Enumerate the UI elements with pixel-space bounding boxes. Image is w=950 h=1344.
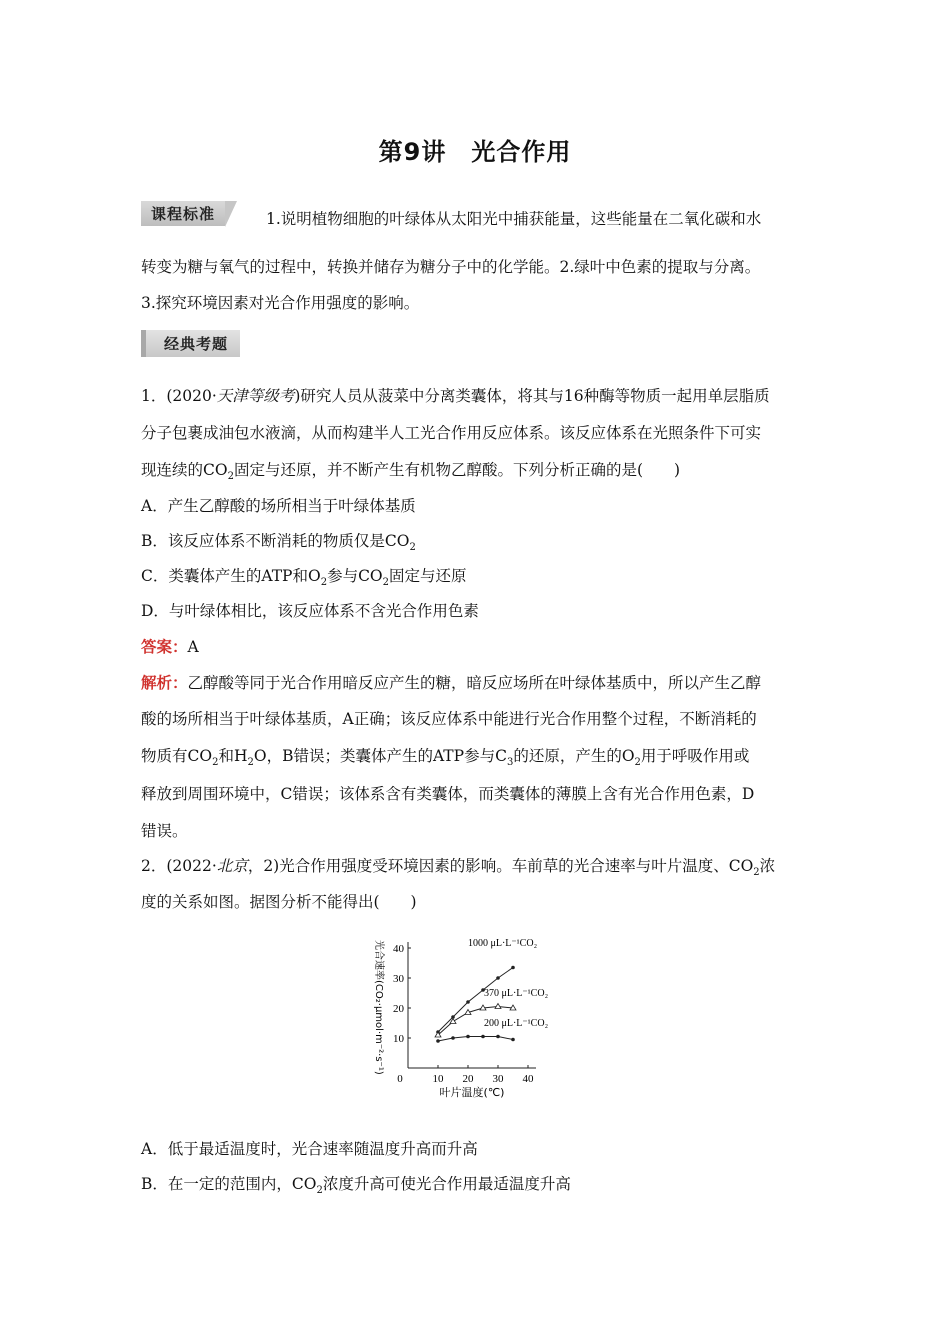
y-axis-label: 光合速率(CO₂·μmol·m⁻²·s⁻¹) (373, 940, 384, 1075)
standard-line-2: 转变为糖与氧气的过程中，转换并储存为糖分子中的化学能。2.绿叶中色素的提取与分离。 (141, 258, 761, 276)
chart-svg (368, 930, 598, 1100)
q1-stem-line-3: 现连续的$CO_2$固定与还原，并不断产生有机物乙醇酸。下列分析正确的是( ) (141, 461, 681, 483)
data-point (511, 1038, 515, 1042)
data-point (496, 976, 500, 980)
x-tick-label: 0 (397, 1073, 403, 1085)
data-point (495, 1004, 501, 1009)
data-point (496, 1035, 500, 1039)
q1-explanation-line-2: 酸的场所相当于叶绿体基质，A正确；该反应体系中能进行光合作用整个过程，不断消耗的 (141, 710, 757, 728)
data-point (511, 966, 515, 970)
page-title: 第9讲 光合作用 (378, 138, 572, 166)
standard-line-3: 3.探究环境因素对光合作用强度的影响。 (141, 294, 420, 312)
y-tick-label: 30 (393, 973, 404, 985)
q1-option-b: B．该反应体系不断消耗的物质仅是$CO_2$ (141, 532, 416, 554)
x-tick-label: 10 (432, 1073, 444, 1085)
x-tick-label: 40 (522, 1073, 534, 1085)
q2-option-b: B．在一定的范围内，$CO_2$浓度升高可使光合作用最适温度升高 (141, 1175, 571, 1197)
series-label: 370 μL·L⁻¹CO₂ (484, 988, 549, 999)
classic-questions-badge: 经典考题 (141, 330, 240, 357)
data-point (451, 1036, 455, 1040)
q2-stem-line-1: 2．(2022·北京，2)光合作用强度受环境因素的影响。车前草的光合速率与叶片温度、$CO_2$浓 (141, 857, 776, 879)
q2-option-a: A．低于最适温度时，光合速率随温度升高而升高 (141, 1140, 478, 1158)
x-tick-label: 20 (462, 1073, 474, 1085)
y-tick-label: 10 (393, 1033, 404, 1045)
q2-stem-line-2: 度的关系如图。据图分析不能得出( ) (141, 893, 417, 911)
y-tick-label: 40 (393, 943, 404, 955)
series-label: 1000 μL·L⁻¹CO₂ (468, 938, 538, 949)
q1-stem-line-1: 1．(2020·天津等级考)研究人员从菠菜中分离类囊体，将其与16种酶等物质一起用单层脂质 (141, 387, 770, 405)
q1-option-a: A．产生乙醇酸的场所相当于叶绿体基质 (141, 497, 416, 515)
data-point (436, 1039, 440, 1043)
photosynthesis-chart (368, 930, 598, 1100)
course-standard-badge: 课程标准 (141, 201, 225, 226)
x-tick-label: 30 (492, 1073, 504, 1085)
standard-line-1: 1.说明植物细胞的叶绿体从太阳光中捕获能量，这些能量在二氧化碳和水 (266, 210, 762, 228)
data-point (466, 1000, 470, 1004)
series-line (438, 1037, 513, 1042)
series-label: 200 μL·L⁻¹CO₂ (484, 1018, 549, 1029)
data-point (466, 1035, 470, 1039)
q1-option-d: D．与叶绿体相比，该反应体系不含光合作用色素 (141, 602, 479, 620)
q1-explanation-line-3: 物质有$CO_2$和$H_2O$，B错误；类囊体产生的ATP参与$C_3$的还原，产生的$O_2$用于呼吸作用或 (141, 747, 750, 769)
y-tick-label: 20 (393, 1003, 404, 1015)
q1-explanation-line-1: 解析：乙醇酸等同于光合作用暗反应产生的糖，暗反应场所在叶绿体基质中，所以产生乙醇 (141, 673, 762, 692)
q1-option-c: C．类囊体产生的ATP和$O_2$参与$CO_2$固定与还原 (141, 567, 467, 589)
x-axis-label: 叶片温度(℃) (439, 1086, 505, 1099)
q1-stem-line-2: 分子包裹成油包水液滴，从而构建半人工光合作用反应体系。该反应体系在光照条件下可实 (141, 424, 762, 442)
data-point (481, 1035, 485, 1039)
q1-explanation-line-4: 释放到周围环境中，C错误；该体系含有类囊体，而类囊体的薄膜上含有光合作用色素，D (141, 785, 755, 803)
q1-answer: 答案：A (141, 637, 199, 656)
q1-explanation-line-5: 错误。 (141, 822, 188, 840)
